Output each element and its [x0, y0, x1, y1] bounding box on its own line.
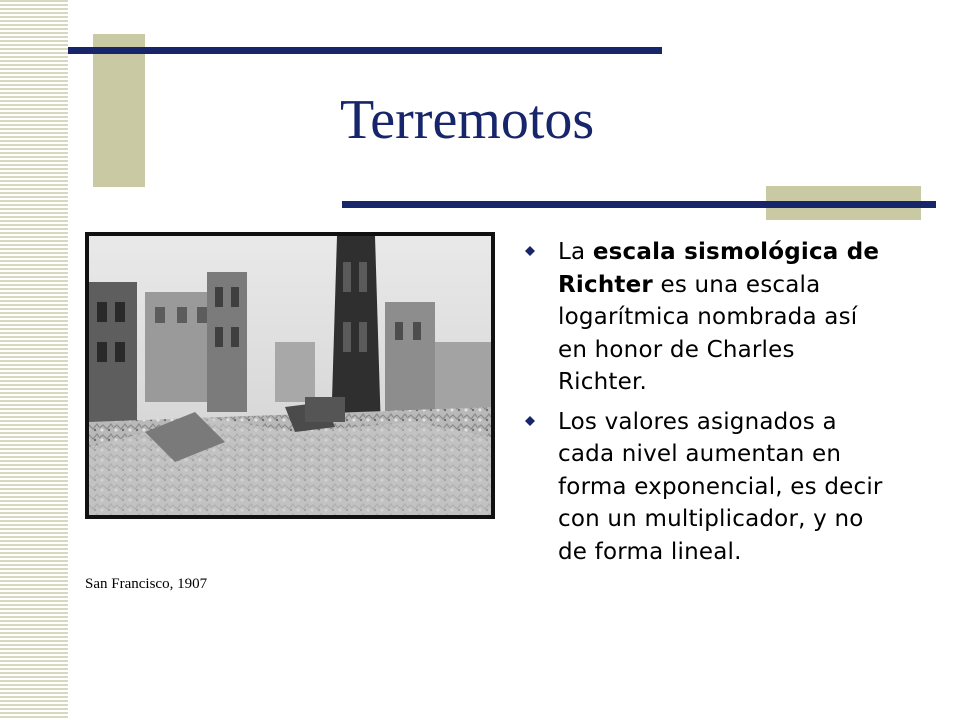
san-francisco-1907-photo: [85, 232, 495, 519]
olive-block-top: [93, 34, 145, 187]
slide-title: Terremotos: [340, 89, 595, 151]
bullet-text-pre: La: [558, 239, 593, 265]
bullet-list: [520, 236, 890, 575]
diamond-bullet-icon: [525, 246, 535, 256]
diamond-bullet-icon: [525, 416, 535, 426]
bullet-text-post: es una escala logarítmica nombrada así en honor de Charles Richter.: [558, 271, 858, 395]
bullet-item: [520, 236, 890, 399]
bullet-text-bold: escala sismológica de Richter: [558, 239, 880, 298]
left-stripe-decoration: [0, 0, 68, 720]
bullet-item: [520, 406, 890, 569]
photo-caption: San Francisco, 1907: [85, 576, 208, 592]
bullet-text: Los valores asignados a cada nivel aumentan en forma exponencial, es decir con un multiplicador, y no de forma lineal.: [558, 408, 883, 565]
navy-rule-top: [68, 47, 662, 54]
navy-rule-bottom: [342, 201, 936, 208]
